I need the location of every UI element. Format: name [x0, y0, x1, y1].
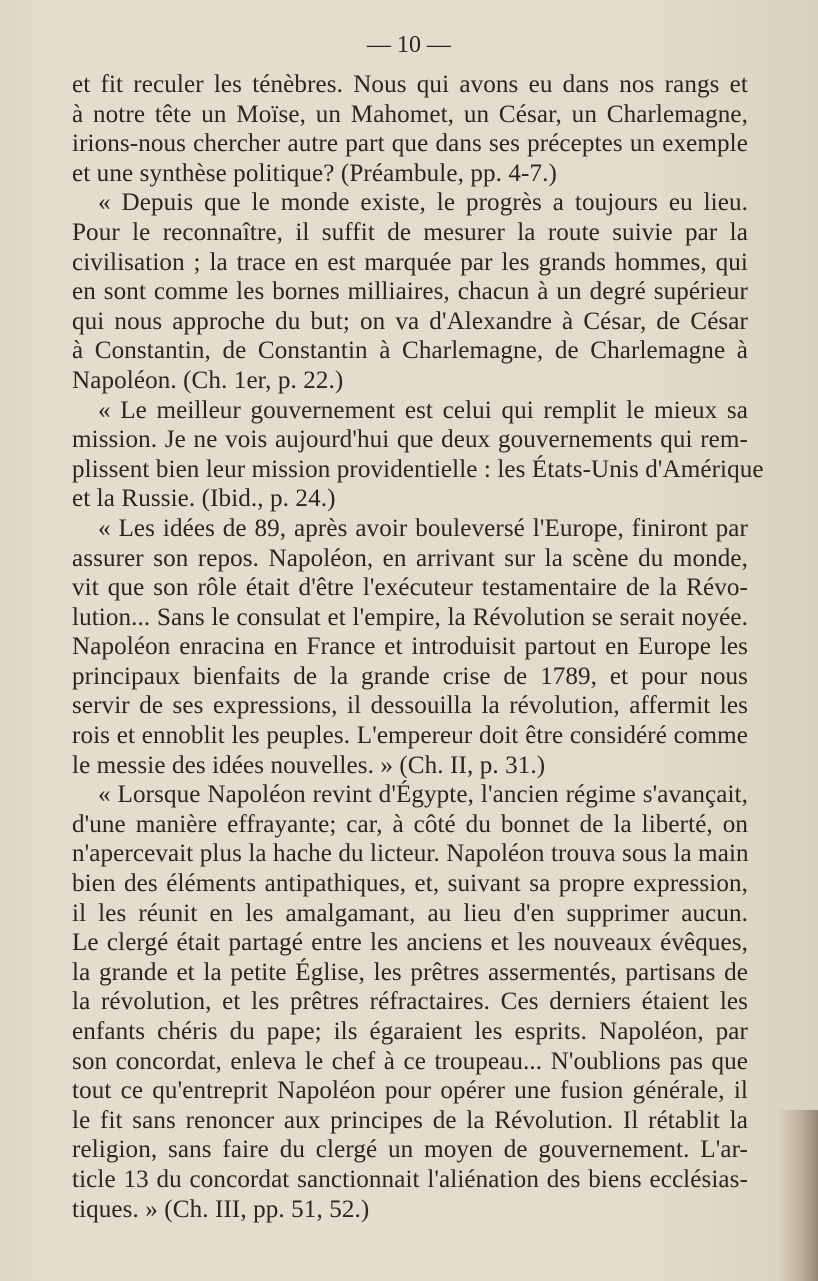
text-line: « Lorsque Napoléon revint d'Égypte, l'ancien régime s'avançait,	[98, 781, 748, 809]
text-line: Pour le reconnaître, il suffit de mesurer la route suivie par la	[72, 218, 748, 246]
text-line: d'une manière effrayante; car, à côté du bonnet de la liberté, on	[72, 810, 748, 838]
text-line: et la Russie. (Ibid., p. 24.)	[72, 485, 336, 513]
text-line: en sont comme les bornes milliaires, chacun à un degré supérieur	[72, 278, 748, 306]
text-line: « Les idées de 89, après avoir bouleversé l'Europe, finiront par	[98, 514, 748, 542]
text-line: servir de ses expressions, il dessouilla la révolution, affermit les	[72, 692, 748, 720]
text-line: qui nous approche du but; on va d'Alexandre à César, de César	[72, 307, 748, 335]
text-line: à notre tête un Moïse, un Mahomet, un César, un Charlemagne,	[72, 100, 748, 128]
text-line: Napoléon enracina en France et introduisit partout en Europe les	[72, 633, 748, 661]
text-line: plissent bien leur mission providentielle : les États-Unis d'Amérique	[72, 455, 764, 483]
text-line: tout ce qu'entreprit Napoléon pour opérer une fusion générale, il	[72, 1077, 748, 1105]
text-line: mission. Je ne vois aujourd'hui que deux gouvernements qui rem-	[72, 426, 748, 454]
text-line: « Depuis que le monde existe, le progrès a toujours eu lieu.	[98, 189, 748, 217]
text-line: et une synthèse politique? (Préambule, pp. 4-7.)	[72, 159, 557, 187]
text-line: la révolution, et les prêtres réfractaires. Ces derniers étaient les	[72, 988, 748, 1016]
body-text	[72, 70, 764, 1224]
text-line: il les réunit en les amalgamant, au lieu d'en supprimer aucun.	[72, 899, 748, 927]
text-line: civilisation ; la trace en est marquée par les grands hommes, qui	[72, 248, 748, 276]
text-line: à Constantin, de Constantin à Charlemagne, de Charlemagne à	[72, 337, 748, 365]
text-line: enfants chéris du pape; ils égaraient les esprits. Napoléon, par	[72, 1018, 748, 1045]
page-number: — 10 —	[367, 32, 451, 58]
text-line: Napoléon. (Ch. 1er, p. 22.)	[72, 366, 344, 394]
text-line: Le clergé était partagé entre les anciens et les nouveaux évêques,	[72, 929, 748, 957]
text-line: principaux bienfaits de la grande crise de 1789, et pour nous	[72, 662, 748, 690]
page-edge-shadow	[778, 1110, 818, 1281]
text-line: lution... Sans le consulat et l'empire, la Révolution se serait noyée.	[72, 603, 748, 631]
text-line: le fit sans renoncer aux principes de la Révolution. Il rétablit la	[72, 1106, 748, 1134]
text-line: et fit reculer les ténèbres. Nous qui avons eu dans nos rangs et	[72, 71, 748, 98]
text-line: bien des éléments antipathiques, et, suivant sa propre expression,	[72, 870, 748, 898]
text-line: son concordat, enleva le chef à ce troupeau... N'oublions pas que	[72, 1047, 748, 1075]
text-line: n'apercevait plus la hache du licteur. Napoléon trouva sous la main	[72, 840, 749, 868]
text-line: « Le meilleur gouvernement est celui qui remplit le mieux sa	[98, 396, 748, 424]
text-line: la grande et la petite Église, les prêtres assermentés, partisans de	[72, 958, 748, 986]
text-line: rois et ennoblit les peuples. L'empereur doit être considéré comme	[72, 722, 748, 750]
text-line: religion, sans faire du clergé un moyen de gouvernement. L'ar-	[72, 1136, 748, 1164]
text-line: le messie des idées nouvelles. » (Ch. II, p. 31.)	[72, 751, 546, 779]
text-line: vit que son rôle était d'être l'exécuteur testamentaire de la Révo-	[72, 574, 748, 602]
text-line: assurer son repos. Napoléon, en arrivant sur la scène du monde,	[72, 544, 748, 572]
text-line: irions-nous chercher autre part que dans ses préceptes un exemple	[72, 130, 748, 158]
text-line: ticle 13 du concordat sanctionnait l'aliénation des biens ecclésias-	[72, 1165, 748, 1193]
text-line: tiques. » (Ch. III, pp. 51, 52.)	[72, 1195, 370, 1223]
